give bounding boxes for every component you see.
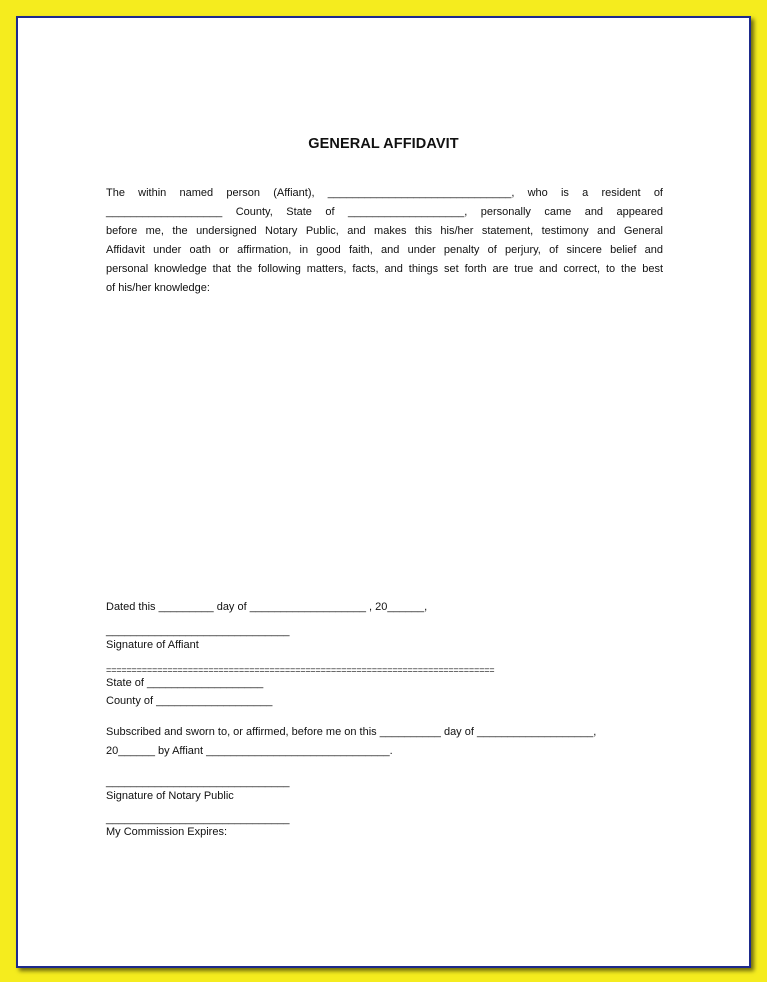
document-title: GENERAL AFFIDAVIT xyxy=(308,136,459,152)
state-line: State of ___________________ xyxy=(106,677,264,689)
commission-line: ______________________________ xyxy=(106,813,290,825)
affiant-signature-label: Signature of Affiant xyxy=(106,639,199,651)
body-line: The within named person (Affiant), ______________________________, who is a resident of xyxy=(106,187,663,199)
subscribed-line-year: 20______ by Affiant ______________________________. xyxy=(106,745,393,757)
separator-line: ============================================================================ xyxy=(106,665,495,675)
subscribed-line: Subscribed and sworn to, or affirmed, before me on this __________ day of ___________________, xyxy=(106,726,597,738)
body-line: personal knowledge that the following matters, facts, and things set forth are true and correct, to the best xyxy=(106,263,663,275)
commission-label: My Commission Expires: xyxy=(106,826,228,838)
document-page xyxy=(16,16,751,968)
body-line: ___________________ County, State of ___________________, personally came and appeared xyxy=(106,206,663,218)
dated-line: Dated this _________ day of ___________________ , 20______, xyxy=(106,601,428,613)
affiant-signature-line: ______________________________ xyxy=(106,625,290,637)
notary-signature-label: Signature of Notary Public xyxy=(106,790,234,802)
body-line: of his/her knowledge: xyxy=(106,282,210,294)
body-line: before me, the undersigned Notary Public, and makes this his/her statement, testimony and General xyxy=(106,225,663,237)
county-line: County of ___________________ xyxy=(106,695,273,707)
notary-signature-line: ______________________________ xyxy=(106,776,290,788)
affidavit-body xyxy=(106,184,663,298)
body-line: Affidavit under oath or affirmation, in good faith, and under penalty of perjury, of sincere belief and xyxy=(106,244,663,256)
